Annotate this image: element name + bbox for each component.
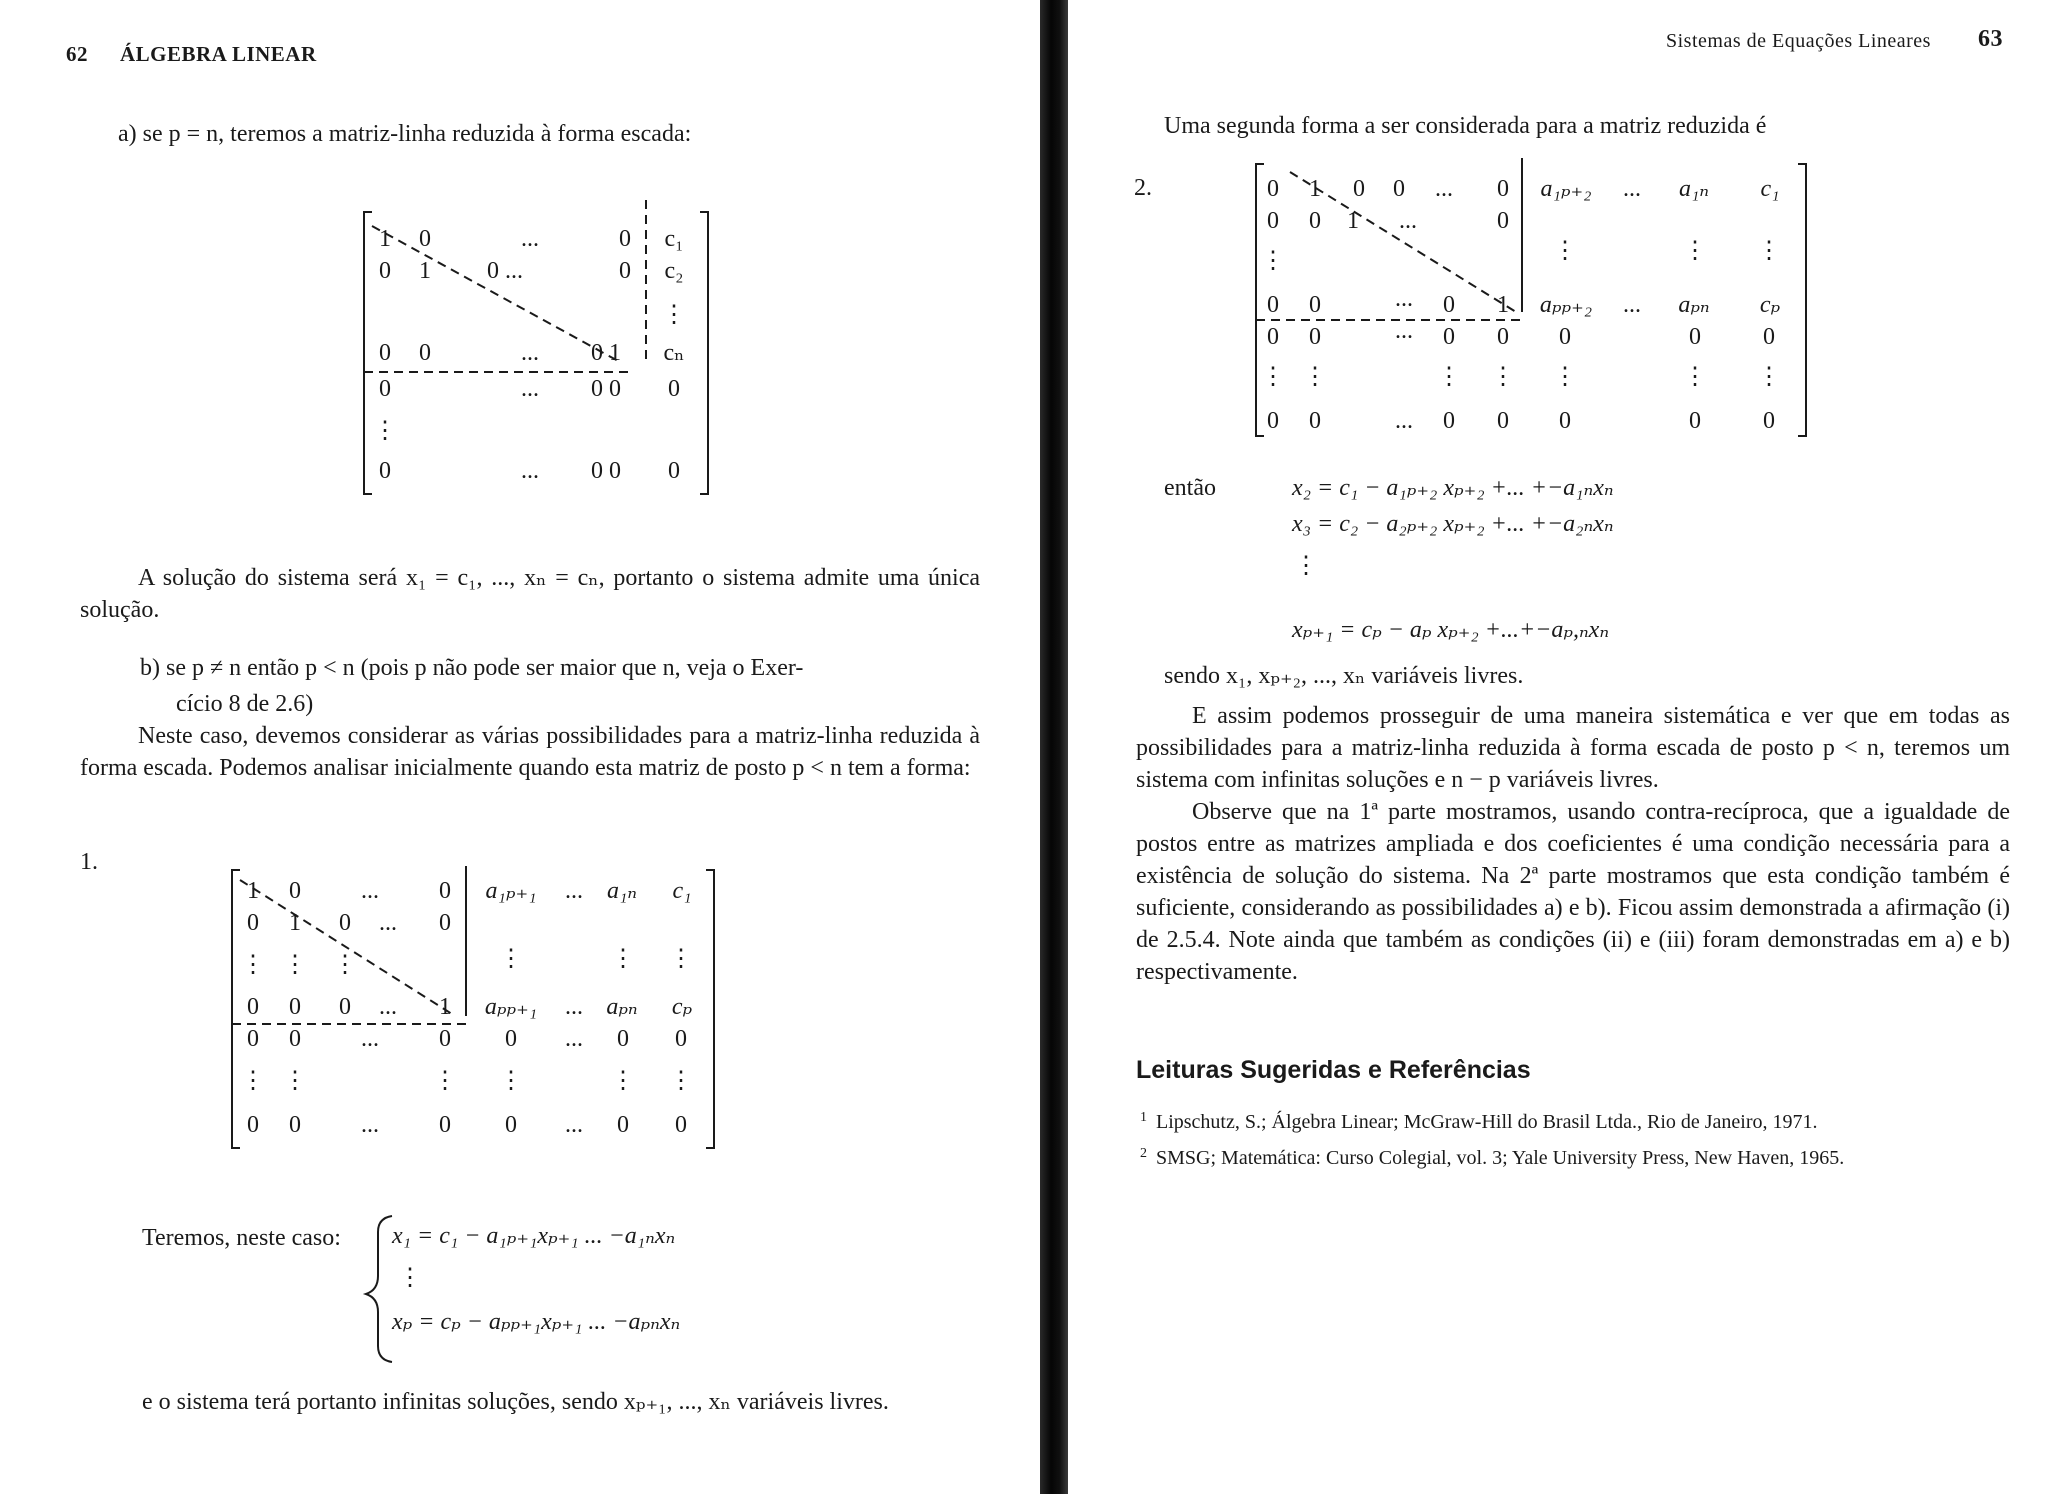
matrix-2-r6c7: ⋮ bbox=[1683, 364, 1707, 390]
matrix-2-r6c2: ⋮ bbox=[1303, 364, 1327, 390]
matrix-1-r1c1: 1 bbox=[247, 878, 259, 904]
matrix-a-r2c2: 1 bbox=[419, 258, 431, 284]
matrix-2-r5c2: 0 bbox=[1309, 324, 1321, 350]
equation-x3: x₃ = c₂ − a₂ₚ₊₂ xₚ₊₂ +... +−a₂ₙxₙ bbox=[1292, 511, 1614, 537]
case-b-paragraph: Neste caso, devemos considerar as várias possibilidades para a matriz-linha reduzida à forma escada. Podemos analisar inicialmente quando esta matriz de posto p < n tem a forma: bbox=[80, 723, 980, 781]
matrix-2-r1c3: 0 bbox=[1353, 176, 1365, 202]
ref-1-number: 1 bbox=[1140, 1110, 1147, 1125]
matrix-1-r4c7: ... bbox=[565, 994, 583, 1020]
matrix-2-r5c7: 0 bbox=[1689, 324, 1701, 350]
matrix-1-r2c3: 0 bbox=[339, 910, 351, 936]
matrix-2-r1c7: a₁ₚ₊₂ bbox=[1540, 176, 1592, 202]
matrix-1-r5c4: 0 bbox=[439, 1026, 451, 1052]
matrix-a-r1c2: 0 bbox=[419, 226, 431, 252]
equation-x2: x₂ = c₁ − a₁ₚ₊₂ xₚ₊₂ +... +−a₁ₙxₙ bbox=[1292, 475, 1614, 501]
matrix-2-r3c10: ⋮ bbox=[1757, 238, 1781, 264]
matrix-a-r6c1: ⋮ bbox=[373, 418, 397, 444]
reference-2: SMSG; Matemática: Curso Colegial, vol. 3; Yale University Press, New Haven, 1965. bbox=[1156, 1147, 1845, 1169]
system-label: Teremos, neste caso: bbox=[142, 1225, 341, 1251]
matrix-2-r4c4: 0 bbox=[1443, 292, 1455, 318]
matrix-1-r1c6: ... bbox=[565, 878, 583, 904]
case-b-line2: cício 8 de 2.6) bbox=[176, 691, 314, 717]
matrix-1-r7c3: ... bbox=[361, 1112, 379, 1138]
right-page bbox=[1068, 0, 2048, 1494]
book-spine bbox=[1040, 0, 1068, 1494]
matrix-2-r5c4: 0 bbox=[1443, 324, 1455, 350]
matrix-2-r7c1: 0 bbox=[1267, 408, 1279, 434]
matrix-1-r3c3: ⋮ bbox=[333, 952, 357, 978]
paragraph-observe: Observe que na 1ª parte mostramos, usando contra-recíproca, que a igualdade de postos entre as matrizes ampliada e dos coeficientes é uma condição necessária para a existência de solução do sistema. Na 2ª parte mostramos que esta condição também é suficiente, considerando as possibilidades a) e b). Ficou assim demonstrada a afirmação (i) de 2.5.4. Note ainda que também as condições (ii) e (iii) foram demonstradas em a) e b) respectivamente. bbox=[1136, 799, 2010, 985]
matrix-a-r1c1: 1 bbox=[379, 226, 391, 252]
matrix-a-r2c4: 0 bbox=[619, 258, 631, 284]
matrix-1-r3c7: ⋮ bbox=[611, 946, 635, 972]
matrix-2-r2c2: 0 bbox=[1309, 208, 1321, 234]
left-running-title: ÁLGEBRA LINEAR bbox=[120, 42, 317, 66]
matrix-1-r1c7: a₁ₙ bbox=[606, 878, 638, 904]
matrix-2-r1c5: ... bbox=[1435, 176, 1453, 202]
matrix-2-r4c9: cₚ bbox=[1759, 292, 1781, 318]
matrix-2-r7c4: 0 bbox=[1443, 408, 1455, 434]
matrix-a-r5c4: 0 0 bbox=[591, 376, 621, 402]
free-variables-line: sendo x₁, xₚ₊₂, ..., xₙ variáveis livres. bbox=[1164, 663, 1524, 689]
system-equation-p: xₚ = cₚ − aₚₚ₊₁xₚ₊₁ ... −aₚₙxₙ bbox=[392, 1309, 681, 1335]
matrix-2-r4c6: aₚₚ₊₂ bbox=[1539, 292, 1593, 318]
matrix-a-r7c3: ... bbox=[521, 458, 539, 484]
matrix-2-r2c1: 0 bbox=[1267, 208, 1279, 234]
matrix-1-r2c5: 0 bbox=[439, 910, 451, 936]
equation-vdots: ⋮ bbox=[1294, 553, 1318, 579]
matrix-1-r3c2: ⋮ bbox=[283, 952, 307, 978]
matrix-2-r2c3: 1 bbox=[1347, 208, 1359, 234]
matrix-2-r1c1: 0 bbox=[1267, 176, 1279, 202]
matrix-1-r5c2: 0 bbox=[289, 1026, 301, 1052]
matrix-a-r7c5: 0 bbox=[668, 458, 680, 484]
matrix-1-r7c8: 0 bbox=[675, 1112, 687, 1138]
matrix-2-r2c4: ... bbox=[1399, 208, 1417, 234]
matrix-2-r5c3: ... bbox=[1395, 318, 1413, 344]
matrix-2-r6c8: ⋮ bbox=[1757, 364, 1781, 390]
matrix-2-r5c1: 0 bbox=[1267, 324, 1279, 350]
matrix-1-r6c1: ⋮ bbox=[241, 1068, 265, 1094]
matrix-a-r1c5: c₁ bbox=[664, 226, 684, 252]
matrix-1-r6c2: ⋮ bbox=[283, 1068, 307, 1094]
equation-xp1: xₚ₊₁ = cₚ − aₚ xₚ₊₂ +...+−aₚ,ₙxₙ bbox=[1292, 617, 1610, 643]
matrix-2-r7c3: ... bbox=[1395, 408, 1413, 434]
matrix-1-r2c4: ... bbox=[379, 910, 397, 936]
item-1-label: 1. bbox=[80, 849, 98, 875]
matrix-1-r1c4: 0 bbox=[439, 878, 451, 904]
matrix-1-r4c3: 0 bbox=[339, 994, 351, 1020]
matrix-a-r4c3: ... bbox=[521, 340, 539, 366]
right-running-title: Sistemas de Equações Lineares bbox=[1666, 30, 1931, 52]
matrix-1-r7c2: 0 bbox=[289, 1112, 301, 1138]
matrix-1-r3c1: ⋮ bbox=[241, 952, 265, 978]
matrix-2-r3c1: ⋮ bbox=[1261, 248, 1285, 274]
matrix-a-r7c4: 0 0 bbox=[591, 458, 621, 484]
matrix-1-r4c1: 0 bbox=[247, 994, 259, 1020]
matrix-a-r2c5: c₂ bbox=[664, 258, 684, 284]
matrix-2-r1c4: 0 bbox=[1393, 176, 1405, 202]
matrix-1-r7c5: 0 bbox=[505, 1112, 517, 1138]
matrix-2-r1c8: ... bbox=[1623, 176, 1641, 202]
matrix-2-r1c2: 1 bbox=[1309, 176, 1321, 202]
matrix-2-r7c8: 0 bbox=[1763, 408, 1775, 434]
item-2-label: 2. bbox=[1134, 175, 1152, 201]
matrix-1-r5c6: ... bbox=[565, 1026, 583, 1052]
matrix-a-r4c2: 0 bbox=[419, 340, 431, 366]
paragraph-systematic: E assim podemos prosseguir de uma maneira sistemática e ver que em todas as possibilidades para a matriz-linha reduzida à forma escada de posto p < n, teremos um sistema com infinitas soluções e n − p variáveis livres. bbox=[1136, 703, 2010, 793]
matrix-2-r7c2: 0 bbox=[1309, 408, 1321, 434]
matrix-1-r6c7: ⋮ bbox=[611, 1068, 635, 1094]
matrix-1-r4c5: 1 bbox=[439, 994, 451, 1020]
matrix-2-r5c5: 0 bbox=[1497, 324, 1509, 350]
matrix-2-r6c5: ⋮ bbox=[1491, 364, 1515, 390]
matrix-1-r3c5: ⋮ bbox=[499, 946, 523, 972]
matrix-2-r1c10: c₁ bbox=[1760, 176, 1780, 202]
matrix-2-r6c6: ⋮ bbox=[1553, 364, 1577, 390]
matrix-a-r1c4: 0 bbox=[619, 226, 631, 252]
matrix-1-r4c6: aₚₚ₊₁ bbox=[484, 994, 538, 1020]
final-paragraph: e o sistema terá portanto infinitas soluções, sendo xₚ₊₁, ..., xₙ variáveis livres. bbox=[142, 1389, 889, 1415]
matrix-2-r1c6: 0 bbox=[1497, 176, 1509, 202]
matrix-2-r3c7: ⋮ bbox=[1553, 238, 1577, 264]
entao-label: então bbox=[1164, 475, 1216, 501]
matrix-a-r4c4: 0 1 bbox=[591, 340, 621, 366]
system-vdots: ⋮ bbox=[398, 1265, 422, 1291]
ref-2-number: 2 bbox=[1140, 1146, 1147, 1161]
matrix-1-r3c8: ⋮ bbox=[669, 946, 693, 972]
matrix-1-r4c2: 0 bbox=[289, 994, 301, 1020]
matrix-1-r7c6: ... bbox=[565, 1112, 583, 1138]
matrix-1-r5c5: 0 bbox=[505, 1026, 517, 1052]
matrix-1-r1c3: ... bbox=[361, 878, 379, 904]
matrix-1-r5c8: 0 bbox=[675, 1026, 687, 1052]
matrix-1-r5c3: ... bbox=[361, 1026, 379, 1052]
matrix-2-r7c6: 0 bbox=[1559, 408, 1571, 434]
matrix-2-r4c1: 0 bbox=[1267, 292, 1279, 318]
matrix-a-r5c1: 0 bbox=[379, 376, 391, 402]
matrix-2-r4c2: 0 bbox=[1309, 292, 1321, 318]
matrix-1-r7c4: 0 bbox=[439, 1112, 451, 1138]
matrix-2-r1c9: a₁ₙ bbox=[1678, 176, 1710, 202]
matrix-2-r6c1: ⋮ bbox=[1261, 364, 1285, 390]
matrix-2-r4c3: ... bbox=[1395, 286, 1413, 312]
solution-unique-paragraph: A solução do sistema será x₁ = c₁, ..., xₙ = cₙ, portanto o sistema admite uma única solução. bbox=[80, 565, 980, 623]
matrix-1-r6c5: ⋮ bbox=[499, 1068, 523, 1094]
case-b-line1: b) se p ≠ n então p < n (pois p não pode ser maior que n, veja o Exer- bbox=[140, 655, 804, 681]
matrix-1-r2c2: 1 bbox=[289, 910, 301, 936]
matrix-a-r2c1: 0 bbox=[379, 258, 391, 284]
matrix-1-r1c8: c₁ bbox=[672, 878, 692, 904]
matrix-a-r1c3: ... bbox=[521, 226, 539, 252]
matrix-1-r1c2: 0 bbox=[289, 878, 301, 904]
case-a-text: a) se p = n, teremos a matriz-linha reduzida à forma escada: bbox=[118, 121, 692, 147]
matrix-1-r5c1: 0 bbox=[247, 1026, 259, 1052]
matrix-a-r4c5: cₙ bbox=[663, 340, 685, 366]
matrix-a-r5c3: ... bbox=[521, 376, 539, 402]
matrix-1-r6c8: ⋮ bbox=[669, 1068, 693, 1094]
matrix-1-r2c1: 0 bbox=[247, 910, 259, 936]
intro-line: Uma segunda forma a ser considerada para a matriz reduzida é bbox=[1164, 113, 1767, 139]
matrix-a-r3c5: ⋮ bbox=[662, 302, 686, 328]
matrix-1-r4c9: cₚ bbox=[671, 994, 693, 1020]
matrix-1-r6c4: ⋮ bbox=[433, 1068, 457, 1094]
references-heading: Leituras Sugeridas e Referências bbox=[1136, 1056, 1531, 1084]
right-page-number: 63 bbox=[1978, 26, 2003, 52]
matrix-1-r7c1: 0 bbox=[247, 1112, 259, 1138]
matrix-2-r3c9: ⋮ bbox=[1683, 238, 1707, 264]
matrix-1-r4c8: aₚₙ bbox=[606, 994, 638, 1020]
matrix-2-r2c5: 0 bbox=[1497, 208, 1509, 234]
matrix-2-r4c5: 1 bbox=[1497, 292, 1509, 318]
matrix-2-r7c5: 0 bbox=[1497, 408, 1509, 434]
matrix-2-r4c7: ... bbox=[1623, 292, 1641, 318]
matrix-1-r5c7: 0 bbox=[617, 1026, 629, 1052]
left-page-number: 62 bbox=[66, 42, 88, 66]
matrix-a-r5c5: 0 bbox=[668, 376, 680, 402]
matrix-2-r4c8: aₚₙ bbox=[1678, 292, 1710, 318]
matrix-1-r7c7: 0 bbox=[617, 1112, 629, 1138]
matrix-2-r6c4: ⋮ bbox=[1437, 364, 1461, 390]
matrix-a-r4c1: 0 bbox=[379, 340, 391, 366]
matrix-2-r5c8: 0 bbox=[1763, 324, 1775, 350]
matrix-a-r2c3: 0 ... bbox=[487, 258, 523, 284]
matrix-a-r7c1: 0 bbox=[379, 458, 391, 484]
matrix-2-r7c7: 0 bbox=[1689, 408, 1701, 434]
reference-1: Lipschutz, S.; Álgebra Linear; McGraw-Hill do Brasil Ltda., Rio de Janeiro, 1971. bbox=[1156, 1111, 1818, 1133]
matrix-1-r4c4: ... bbox=[379, 994, 397, 1020]
system-equation-1: x₁ = c₁ − a₁ₚ₊₁xₚ₊₁ ... −a₁ₙxₙ bbox=[392, 1223, 676, 1249]
matrix-2-r5c6: 0 bbox=[1559, 324, 1571, 350]
matrix-1-r1c5: a₁ₚ₊₁ bbox=[485, 878, 537, 904]
